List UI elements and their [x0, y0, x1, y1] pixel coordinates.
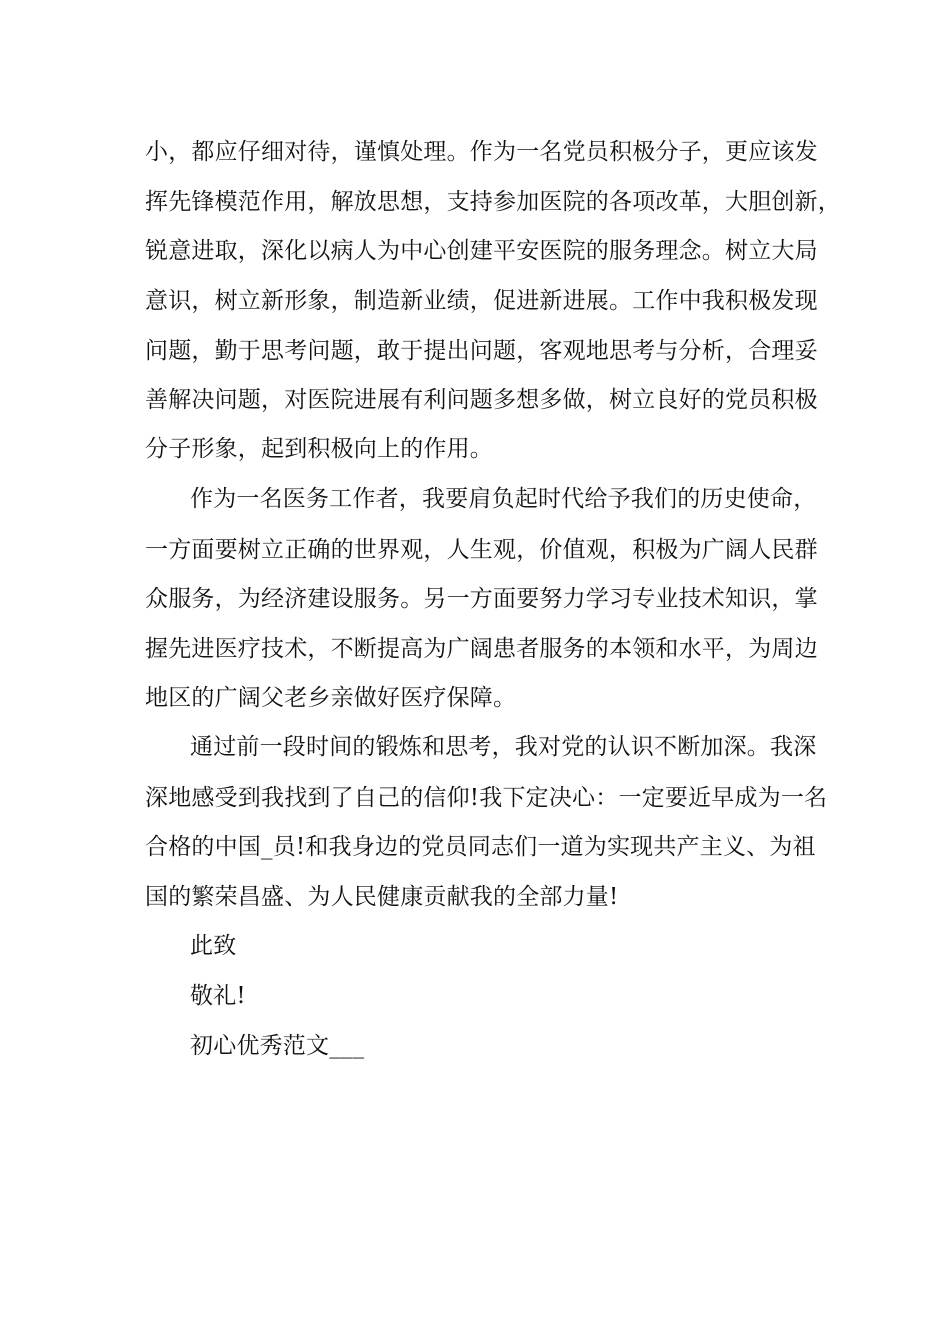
paragraph-1-line-6: 善解决问题，对医院进展有利问题多想多做，树立良好的党员积极 — [145, 387, 818, 413]
paragraph-1-line-3: 锐意进取，深化以病人为中心创建平安医院的服务理念。树立大局 — [145, 238, 818, 264]
paragraph-2-line-5: 地区的广阔父老乡亲做好医疗保障。 — [145, 685, 517, 711]
paragraph-2-line-2: 一方面要树立正确的世界观，人生观，价值观，积极为广阔人民群 — [145, 537, 818, 563]
paragraph-3-line-1: 通过前一段时间的锻炼和思考，我对党的认识不断加深。我深 — [190, 734, 817, 760]
paragraph-1-line-7: 分子形象，起到积极向上的作用。 — [145, 436, 493, 462]
paragraph-2-line-3: 众服务，为经济建设服务。另一方面要努力学习专业技术知识，掌 — [145, 586, 818, 612]
paragraph-1-line-1: 小，都应仔细对待，谨慎处理。作为一名党员积极分子，更应该发 — [145, 139, 818, 165]
paragraph-1-line-4: 意识，树立新形象，制造新业绩，促进新进展。工作中我积极发现 — [145, 288, 818, 314]
closing-respect: 敬礼! — [190, 983, 246, 1009]
closing-signature: 初心优秀范文___ — [190, 1033, 365, 1059]
paragraph-1-line-2: 挥先锋模范作用，解放思想，支持参加医院的各项改革，大胆创新， — [145, 189, 841, 215]
paragraph-1-line-5: 问题，勤于思考问题，敢于提出问题，客观地思考与分析，合理妥 — [145, 338, 818, 364]
paragraph-3-line-3: 合格的中国_员!和我身边的党员同志们一道为实现共产主义、为祖 — [145, 834, 816, 860]
paragraph-3-line-4: 国的繁荣昌盛、为人民健康贡献我的全部力量! — [145, 884, 619, 910]
paragraph-3-line-2: 深地感受到我找到了自己的信仰!我下定决心：一定要近早成为一名 — [145, 785, 828, 811]
paragraph-2-line-1: 作为一名医务工作者，我要肩负起时代给予我们的历史使命， — [190, 486, 817, 512]
paragraph-2-line-4: 握先进医疗技术，不断提高为广阔患者服务的本领和水平，为周边 — [145, 636, 818, 662]
closing-salutation: 此致 — [190, 933, 237, 959]
